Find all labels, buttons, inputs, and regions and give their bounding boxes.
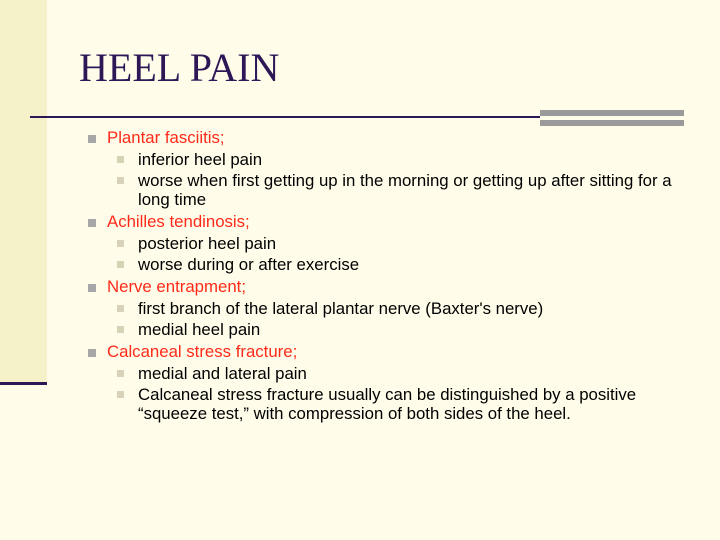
topic-calcaneal-stress-fracture <box>87 342 687 423</box>
title-rule <box>30 116 540 118</box>
list-item <box>107 299 687 318</box>
list-item <box>107 364 687 383</box>
topic-heading: Nerve entrapment; <box>107 277 246 296</box>
square-bullet-icon <box>117 391 124 398</box>
square-bullet-icon <box>117 261 124 268</box>
square-bullet-icon <box>117 305 124 312</box>
list-item <box>107 234 687 253</box>
square-bullet-icon <box>117 240 124 247</box>
sub-list <box>107 364 687 423</box>
square-bullet-icon <box>117 370 124 377</box>
square-bullet-icon <box>88 349 96 357</box>
list-item-text: Calcaneal stress fracture usually can be distinguished by a positive “squeeze test,” with compression of both sides of the heel. <box>138 385 637 423</box>
square-bullet-icon <box>117 156 124 163</box>
sub-list <box>107 150 687 209</box>
list-item <box>107 320 687 339</box>
slide-title: HEEL PAIN <box>79 45 280 90</box>
topic-heading: Calcaneal stress fracture; <box>107 342 298 361</box>
list-item-text: inferior heel pain <box>138 150 263 169</box>
square-bullet-icon <box>117 177 124 184</box>
decorative-stripe-top <box>540 110 684 116</box>
topic-achilles-tendinosis <box>87 212 687 274</box>
topic-nerve-entrapment <box>87 277 687 339</box>
square-bullet-icon <box>88 219 96 227</box>
sub-list <box>107 299 687 339</box>
list-item <box>107 385 687 423</box>
side-band <box>0 0 47 384</box>
list-item <box>107 255 687 274</box>
list-item-text: medial heel pain <box>138 320 261 339</box>
list-item-text: posterior heel pain <box>138 234 277 253</box>
list-item-text: medial and lateral pain <box>138 364 307 383</box>
bullet-list <box>87 125 687 423</box>
topic-heading: Plantar fasciitis; <box>107 128 225 147</box>
list-item <box>107 150 687 169</box>
side-rule <box>0 382 47 385</box>
list-item <box>107 171 687 209</box>
square-bullet-icon <box>88 284 96 292</box>
square-bullet-icon <box>117 326 124 333</box>
list-item-text: first branch of the lateral plantar nerve (Baxter's nerve) <box>138 299 544 318</box>
topic-heading: Achilles tendinosis; <box>107 212 250 231</box>
list-item-text: worse when first getting up in the morning or getting up after sitting for a long time <box>138 171 672 209</box>
square-bullet-icon <box>88 135 96 143</box>
list-item-text: worse during or after exercise <box>138 255 360 274</box>
topic-plantar-fasciitis <box>87 128 687 209</box>
sub-list <box>107 234 687 274</box>
